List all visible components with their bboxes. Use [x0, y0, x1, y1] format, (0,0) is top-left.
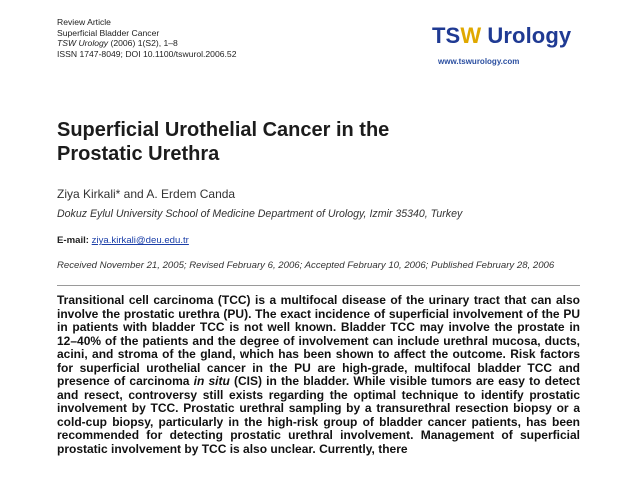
publication-dates: Received November 21, 2005; Revised February 6, 2006; Accepted February 10, 2006; Published February 28, 2006 — [57, 260, 555, 271]
journal-name: TSW Urology — [57, 38, 109, 49]
authors: Ziya Kirkali* and A. Erdem Canda — [57, 187, 236, 201]
journal-citation — [57, 38, 236, 49]
citation-detail: (2006) 1(S2), 1–8 — [108, 38, 178, 49]
article-subject: Superficial Bladder Cancer — [57, 27, 160, 38]
abstract-text: Transitional cell carcinoma (TCC) is a multifocal disease of the urinary tract that can also involve the prostatic urethra (PU). The exact incidence of superficial involvement of the PU in patients with bladder TCC is not well known. Bladder TCC may involve the prostate in 12–40% of the patients and the degree of involvement can include urethral mucosa, ducts, acini, and stroma of the gland, which has been shown to affect the outcome. Risk factors for superficial urothelial cancer in the PU are high-grade, multifocal bladder TCC and presence of carcinoma in situ (CIS) in the bladder. While visible tumors are easy to detect and resect, controversy still exists regarding the optimal technique to identify prostatic involvement by TCC. Prostatic urethral sampling by a transurethral resection biopsy or a cold-cup biopsy, particularly in the high-risk group of bladder cancer patients, has been recommended for detecting prostatic urethral involvement. Management of superficial prostatic involvement by TCC is also unclear. Currently, there — [57, 294, 580, 456]
logo-wordmark: TSW Urology — [432, 23, 572, 48]
email-label: E-mail: — [57, 235, 89, 246]
article-title: Superficial Urothelial Cancer in the Prostatic Urethra — [57, 119, 390, 165]
email-line — [57, 235, 189, 246]
journal-url-link[interactable]: www.tswurology.com — [438, 57, 520, 66]
article-type: Review Article — [57, 17, 111, 27]
affiliation: Dokuz Eylul University School of Medicine Department of Urology, Izmir 35340, Turkey — [57, 208, 463, 220]
divider — [57, 285, 580, 286]
abstract-box — [57, 294, 580, 470]
email-link[interactable]: ziya.kirkali@deu.edu.tr — [91, 235, 189, 246]
article-meta — [57, 17, 236, 59]
issn-doi: ISSN 1747-8049; DOI 10.1100/tswurol.2006.52 — [57, 48, 237, 59]
journal-logo — [432, 24, 571, 48]
abstract-italic: in situ — [193, 374, 230, 388]
